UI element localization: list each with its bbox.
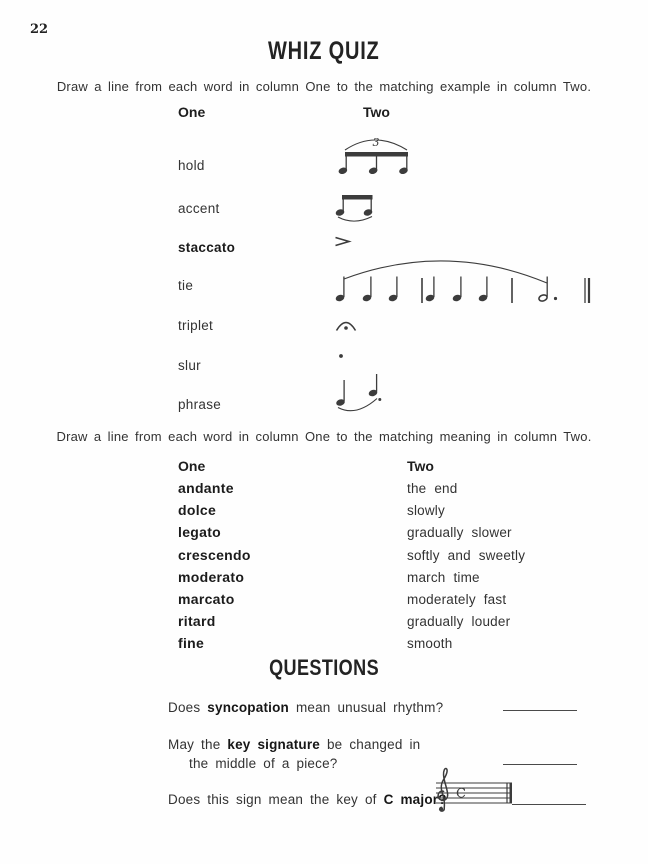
term-moderato: moderato bbox=[178, 569, 245, 585]
question-3-bold: C major? bbox=[383, 792, 447, 807]
term-dolce: dolce bbox=[178, 502, 217, 518]
meaning-moderately-fast: moderately fast bbox=[407, 592, 507, 607]
question-1-bold: syncopation bbox=[207, 700, 289, 715]
meaning-slowly: slowly bbox=[407, 503, 445, 518]
section1-column-two-header: Two bbox=[363, 104, 390, 120]
page-title bbox=[0, 37, 648, 66]
page-title-text: WHIZ QUIZ bbox=[268, 37, 380, 65]
question-3-answer-line bbox=[512, 804, 586, 805]
staccato-dot-figure bbox=[338, 353, 344, 359]
question-2-line1 bbox=[168, 737, 420, 752]
match-word-staccato: staccato bbox=[178, 240, 236, 255]
common-time-symbol: C bbox=[456, 786, 466, 802]
question-1-answer-line bbox=[503, 710, 577, 711]
question-3 bbox=[168, 792, 447, 807]
meaning-the-end: the end bbox=[407, 481, 458, 496]
term-ritard: ritard bbox=[178, 613, 216, 629]
meaning-gradually-slower: gradually slower bbox=[407, 525, 512, 540]
match-word-triplet: triplet bbox=[178, 318, 214, 333]
section2-column-one-header: One bbox=[178, 458, 206, 474]
accent-mark-figure bbox=[334, 236, 352, 248]
term-crescendo: crescendo bbox=[178, 547, 251, 563]
question-3-pre: Does this sign mean the key of bbox=[168, 792, 384, 807]
match-word-hold: hold bbox=[178, 158, 205, 173]
term-marcato: marcato bbox=[178, 591, 235, 607]
term-legato: legato bbox=[178, 524, 222, 540]
meaning-softly-and-sweetly: softly and sweetly bbox=[407, 548, 526, 563]
question-2-pre: May the bbox=[168, 737, 228, 752]
tied-notes-figure bbox=[333, 192, 379, 227]
question-2-post: be changed in bbox=[320, 737, 421, 752]
question-1 bbox=[168, 700, 443, 715]
question-1-post: mean unusual rhythm? bbox=[289, 700, 444, 715]
term-andante: andante bbox=[178, 480, 234, 496]
section1-column-one-header: One bbox=[178, 104, 206, 120]
question-1-pre: Does bbox=[168, 700, 208, 715]
meaning-march-time: march time bbox=[407, 570, 480, 585]
match-word-slur: slur bbox=[178, 358, 201, 373]
meaning-gradually-louder: gradually louder bbox=[407, 614, 511, 629]
meaning-smooth: smooth bbox=[407, 636, 453, 651]
section2-instruction: Draw a line from each word in column One to the matching meaning in column Two. bbox=[56, 429, 592, 444]
fermata-figure bbox=[334, 318, 358, 333]
treble-clef-icon bbox=[438, 768, 448, 811]
section2-column-two-header: Two bbox=[407, 458, 434, 474]
questions-heading-text: QUESTIONS bbox=[269, 655, 379, 680]
triplet-notes-figure bbox=[337, 135, 413, 177]
staff-figure bbox=[430, 764, 522, 816]
phrase-passage-figure bbox=[332, 256, 594, 306]
term-fine: fine bbox=[178, 635, 205, 651]
question-2-line2: the middle of a piece? bbox=[189, 756, 338, 771]
questions-heading bbox=[0, 655, 648, 681]
section1-instruction: Draw a line from each word in column One to the matching example in column Two. bbox=[56, 79, 592, 94]
question-2-bold: key signature bbox=[227, 737, 321, 752]
page-number: 22 bbox=[30, 22, 49, 37]
slurred-notes-figure bbox=[334, 371, 386, 417]
match-word-accent: accent bbox=[178, 201, 220, 216]
match-word-tie: tie bbox=[178, 278, 194, 293]
triplet-numeral: 3 bbox=[372, 136, 380, 149]
match-word-phrase: phrase bbox=[178, 397, 222, 412]
